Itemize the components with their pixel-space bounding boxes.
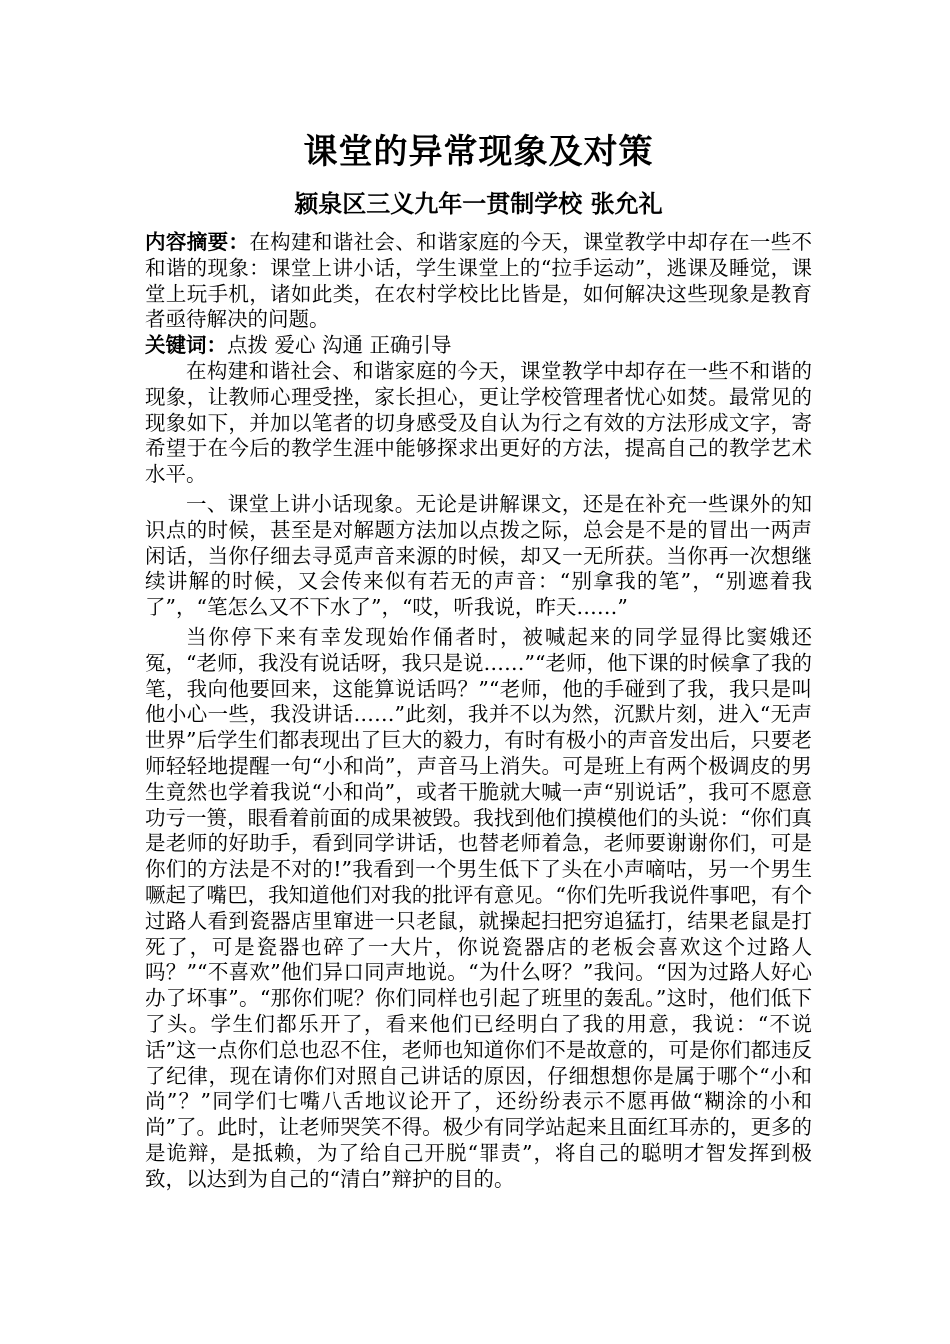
body-paragraph-story: 当你停下来有幸发现始作俑者时，被喊起来的同学显得比窦娥还冤，“老师，我没有说话呀，我只是说……”“老师，他下课的时候拿了我的笔，我向他要回来，这能算说话吗？”“老师，他的手碰到了我，我只是叫他小心一些，我没讲话……”此刻，我并不以为然，沉默片刻，进入“无声世界”后学生们都表现出了巨大的毅力，有时有极小的声音发出后，只要老师轻轻地提醒一句“小和尚”，声音马上消失。可是班上有两个极调皮的男生竟然也学着我说“小和尚”，或者干脆就大喊一声“别说话”，我可不愿意功亏一篑，眼看着前面的成果被毁。我找到他们摸模他们的头说：“你们真是老师的好助手，看到同学讲话，也替老师着急，老师要谢谢你们，可是你们的方法是不对的!”我看到一个男生低下了头在小声嘀咕，另一个男生噘起了嘴巴，我知道他们对我的批评有意见。“你们先听我说件事吧，有个过路人看到瓷器店里窜进一只老鼠，就操起扫把穷追猛打，结果老鼠是打死了，可是瓷器也碎了一大片，你说瓷器店的老板会喜欢这个过路人吗？”“不喜欢”他们异口同声地说。“为什么呀？”我问。“因为过路人好心办了坏事”。“那你们呢？你们同样也引起了班里的轰乱。”这时，他们低下了头。学生们都乐开了，看来他们已经明白了我的用意，我说：“不说话”这一点你们总也忍不住，老师也知道你们不是故意的，可是你们都违反了纪律，现在请你们对照自己讲话的原因，仔细想想你是属于哪个“小和尚”？”同学们七嘴八舌地议论开了，还纷纷表示不愿再做“糊涂的小和尚”了。此时，让老师哭笑不得。极少有同学站起来且面红耳赤的，更多的是诡辩，是抵赖，为了给自己开脱“罪责”，将自己的聪明才智发挥到极致，以达到为自己的“清白”辩护的目的。 xyxy=(145,624,812,1191)
body-paragraph-section-one: 一、课堂上讲小话现象。无论是讲解课文，还是在补充一些课外的知识点的时候，甚至是对解题方法加以点拨之际，总会是不是的冒出一两声闲话，当你仔细去寻觅声音来源的时候，却又一无所获。当你再一次想继续讲解的时候，又会传来似有若无的声音：“别拿我的笔”，“别遮着我了”，“笔怎么又不下水了”，“哎，听我说，昨天……” xyxy=(145,491,812,620)
body-paragraph-intro: 在构建和谐社会、和谐家庭的今天，课堂教学中却存在一些不和谐的现象，让教师心理受挫，家长担心，更让学校管理者忧心如焚。最常见的现象如下，并加以笔者的切身感受及自认为行之有效的方法形成文字，寄希望于在今后的教学生涯中能够探求出更好的方法，提高自己的教学艺术水平。 xyxy=(145,358,812,487)
keywords xyxy=(145,333,812,359)
keywords-text: 点拨 爱心 沟通 正确引导 xyxy=(227,333,452,358)
abstract xyxy=(145,230,812,333)
document-title: 课堂的异常现象及对策 xyxy=(303,132,654,172)
abstract-text: 在构建和谐社会、和谐家庭的今天，课堂教学中却存在一些不和谐的现象：课堂上讲小话，学生课堂上的“拉手运动”，逃课及睡觉，课堂上玩手机，诸如此类，在农村学校比比皆是，如何解决这些现象是教育者亟待解决的问题。 xyxy=(145,230,813,332)
author-line: 颍泉区三义九年一贯制学校 张允礼 xyxy=(294,189,663,218)
keywords-label: 关键词： xyxy=(145,333,227,358)
abstract-label: 内容摘要： xyxy=(145,230,250,254)
